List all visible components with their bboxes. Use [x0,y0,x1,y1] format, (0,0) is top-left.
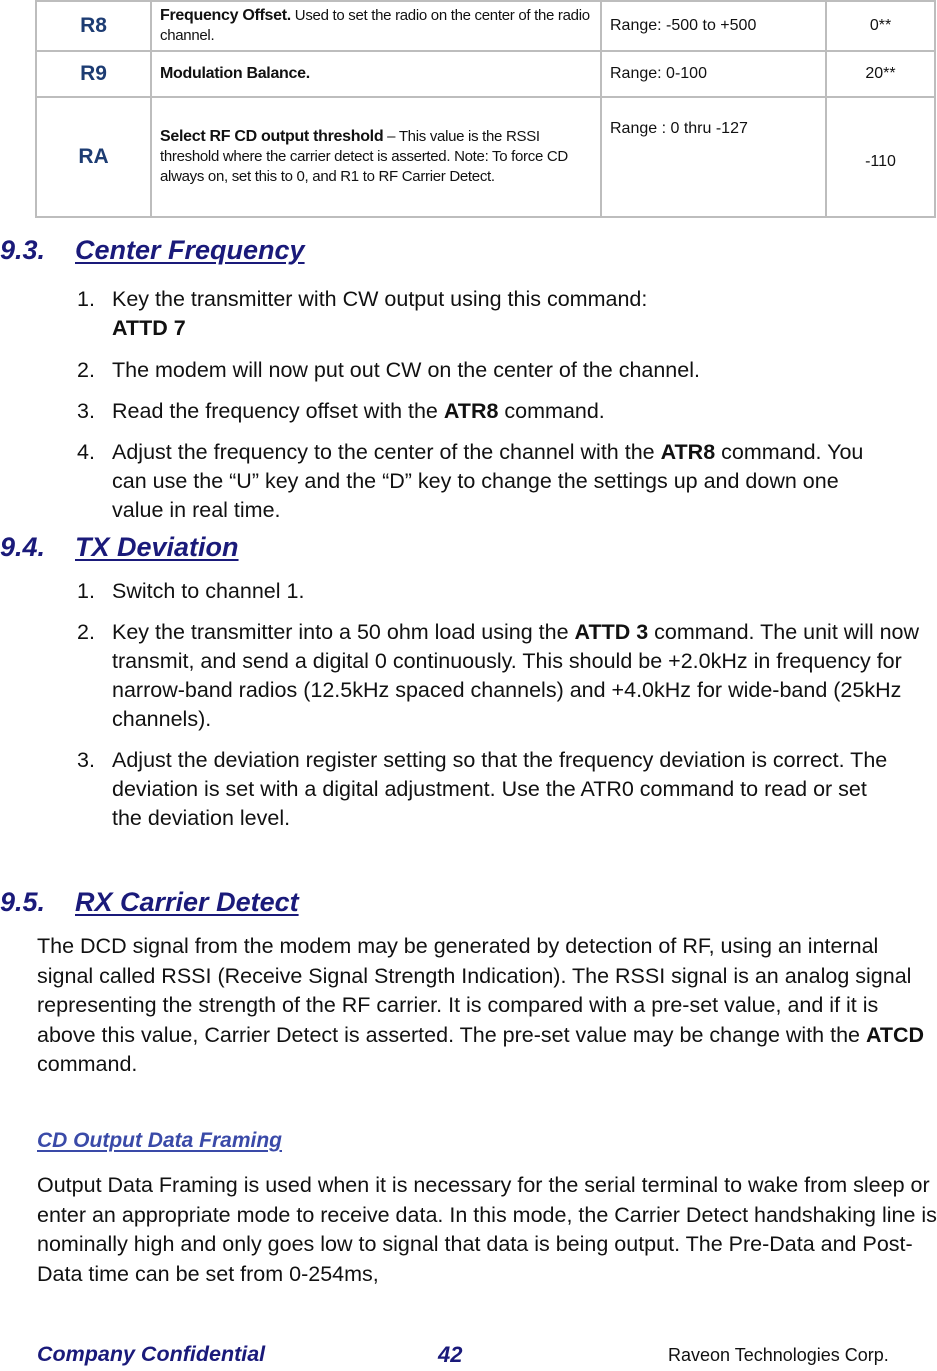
step-text-tail: command. The unit will now transmit, and send a digital 0 continuously. This should be +2.0kHz in frequency for narrow-band radios (12.5kHz spaced channels) and +4.0kHz for wide-band (25kHz channels). [112,620,920,731]
list-item [0,356,912,385]
command-text: ATCD [865,1022,925,1047]
register-description [151,51,601,97]
table-row [36,51,935,97]
section-number: 9.3. [0,235,46,265]
step-number: 2. [77,620,95,644]
description-text: Used to set the radio on the center of the radio channel. [160,7,590,44]
section-number: 9.4. [0,532,46,562]
step-number: 1. [77,287,95,311]
paragraph-tail: command. [37,1052,138,1076]
step-text: Switch to channel 1. [112,579,305,603]
register-range: Range: 0-100 [601,51,826,97]
list-item [0,746,922,833]
step-text-tail: command. [498,399,605,423]
step-text-main: Read the frequency offset with the [112,399,444,423]
step-text [112,438,872,525]
step-number: 4. [77,440,95,464]
list-item [0,618,922,734]
step-number: 3. [77,399,95,423]
table-row [36,1,935,51]
footer-company: Raveon Technologies Corp. [668,1345,889,1365]
step-text-main: Adjust the frequency to the center of the channel with the [112,440,661,464]
step-text [112,285,912,343]
cd-output-data-framing-heading: CD Output Data Framing [37,1129,282,1152]
register-default: 20** [826,51,935,97]
paragraph-text: The DCD signal from the modem may be generated by detection of RF, using an internal signal called RSSI (Receive Signal Strength Indication). The RSSI signal is an analog signal representing the strength of the RF carrier. It is compared with a pre-set value, and if it is above this value, Carrier Detect is asserted. The pre-set value may be change with the [37,934,912,1047]
description-text: – This value is the RSSI threshold where the carrier detect is asserted. Note: To force CD always on, set this to 0, and R1 to RF Carrier Detect. [160,128,568,185]
list-item [0,285,912,343]
register-description [151,97,601,217]
center-frequency-steps [0,285,912,525]
step-number: 2. [77,358,95,382]
register-range: Range : 0 thru -127 [601,97,826,217]
register-description [151,1,601,51]
cd-output-data-framing-paragraph: Output Data Framing is used when it is necessary for the serial terminal to wake from sleep or enter an appropriate mode to receive data. In this mode, the Carrier Detect handshaking line is nominally high and only goes low to signal that data is being output. The Pre-Data and Post-Data time can be set from 0-254ms, [37,1173,937,1286]
list-item [0,438,912,525]
step-text: The modem will now put out CW on the center of the channel. [112,358,700,382]
command-text: ATR8 [660,440,716,464]
register-name: R9 [36,51,151,97]
page-number: 42 [438,1342,463,1367]
step-number: 3. [77,748,95,772]
register-default: -110 [826,97,935,217]
description-bold: Frequency Offset. [160,7,291,24]
step-text-main: Key the transmitter into a 50 ohm load using the [112,620,575,644]
register-name: R8 [36,1,151,51]
register-default: 0** [826,1,935,51]
footer-confidential: Company Confidential [37,1342,266,1366]
register-name: RA [36,97,151,217]
command-text: ATR8 [443,399,499,423]
section-title: TX Deviation [75,532,239,562]
step-text-main: Key the transmitter with CW output using this command: [112,287,648,311]
step-text-tail: command. You can use the “U” key and the “D” key to change the settings up and down one value in real time. [112,440,864,522]
command-text: ATTD 3 [574,620,649,644]
description-bold: Modulation Balance. [160,65,310,82]
step-text [112,618,922,734]
step-text [112,397,912,426]
list-item [0,577,922,606]
command-text: ATTD 7 [112,316,186,340]
section-number: 9.5. [0,887,46,917]
step-text: Adjust the deviation register setting so that the frequency deviation is correct. The deviation is set with a digital adjustment. Use the ATR0 command to read or set the deviation level. [112,748,888,830]
list-item [0,397,912,426]
rx-carrier-detect-paragraph [37,932,937,1080]
tx-deviation-steps [0,577,922,833]
description-bold: Select RF CD output threshold [160,128,384,145]
step-number: 1. [77,579,95,603]
register-range: Range: -500 to +500 [601,1,826,51]
page-footer [0,1342,937,1371]
section-title: Center Frequency [75,235,305,265]
register-table [35,0,936,218]
table-row [36,97,935,217]
section-title: RX Carrier Detect [75,887,299,917]
